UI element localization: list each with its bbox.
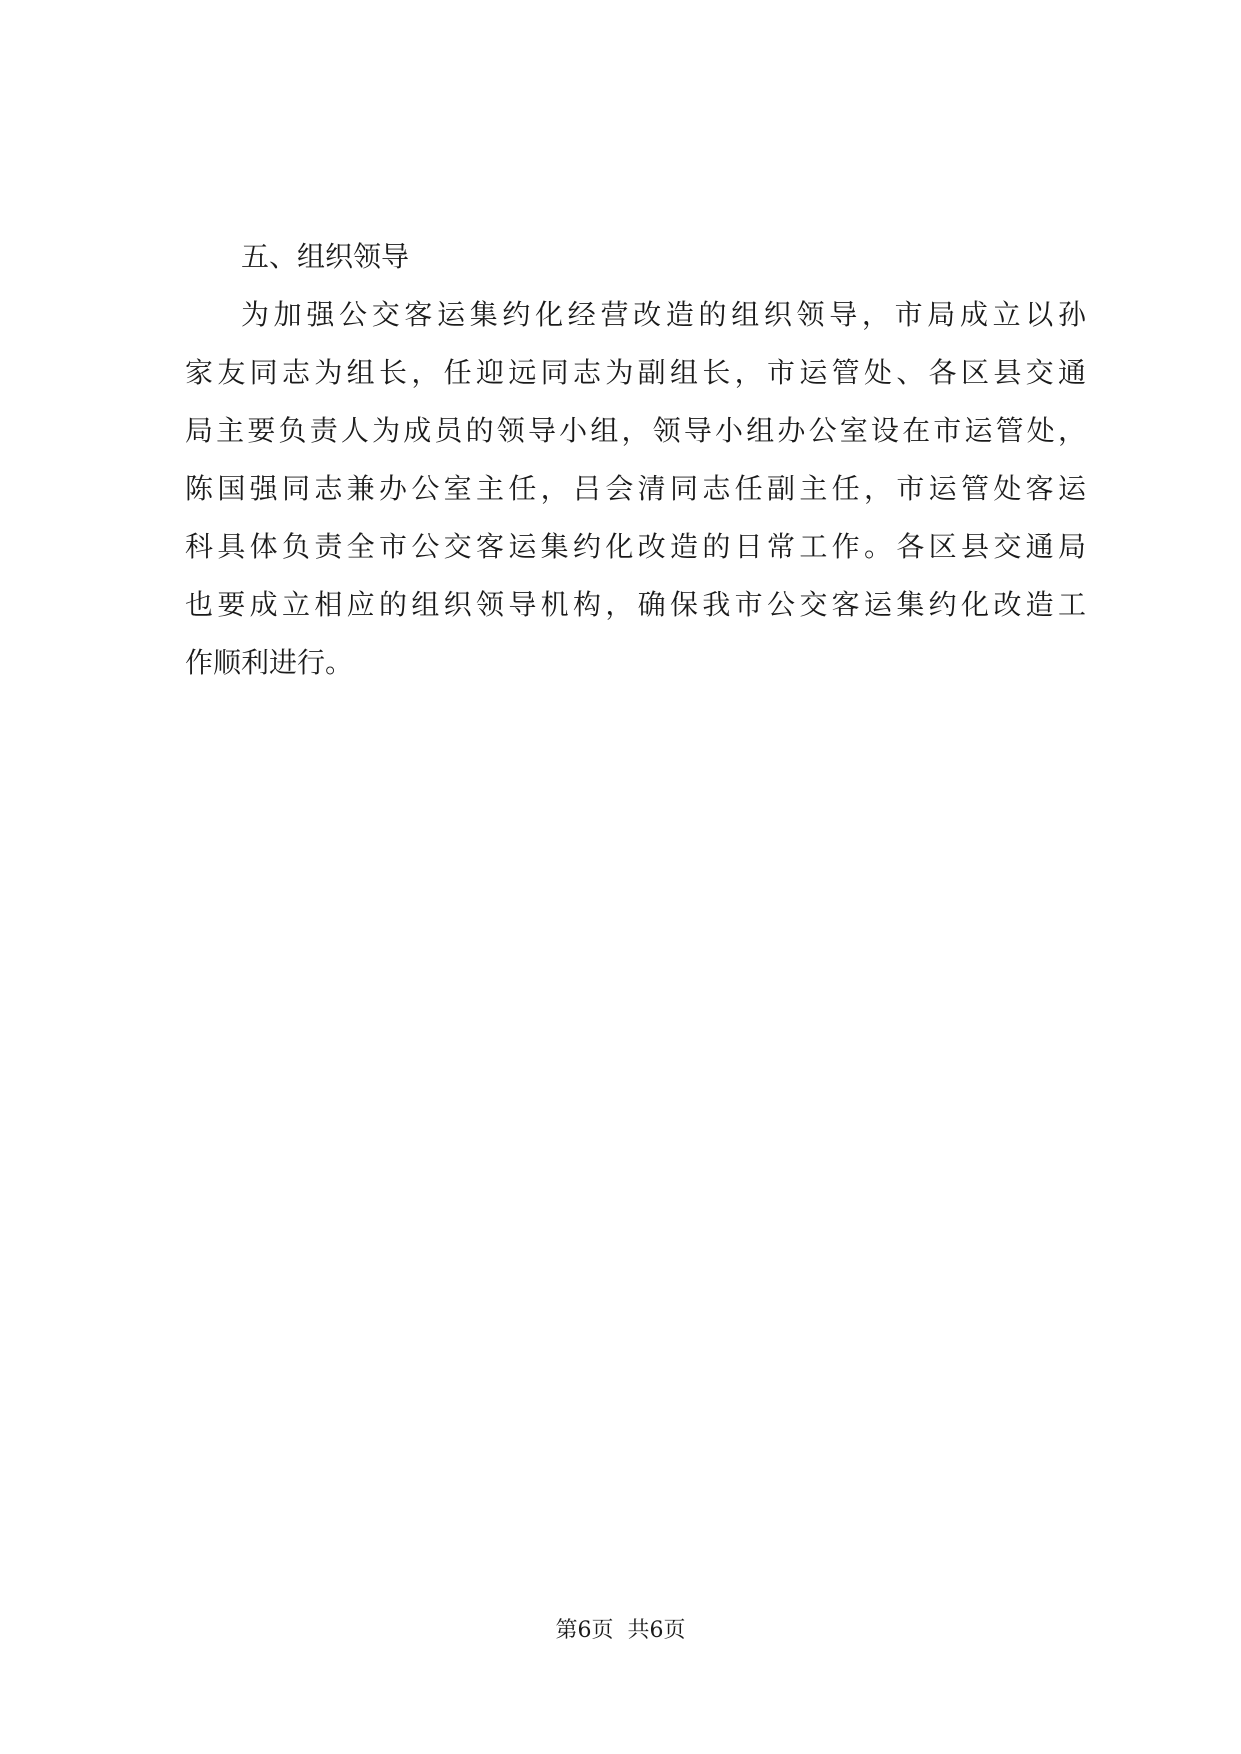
document-body: [185, 228, 1086, 692]
section-heading: 五、组织领导: [241, 240, 410, 273]
paragraph-line: 作顺利进行。: [185, 646, 354, 679]
page-number-total: 共6页: [627, 1618, 686, 1643]
page-number-current: 第6页: [555, 1618, 614, 1643]
paragraph-line: 科具体负责全市公交客运集约化改造的日常工作。各区县交通局: [185, 530, 1086, 563]
paragraph-line: 家友同志为组长，任迎远同志为副组长，市运管处、各区县交通: [185, 356, 1086, 389]
paragraph-line: 陈国强同志兼办公室主任，吕会清同志任副主任，市运管处客运: [185, 472, 1086, 505]
paragraph-line: 为加强公交客运集约化经营改造的组织领导，市局成立以孙: [241, 298, 1086, 331]
section-paragraph: [185, 286, 1086, 692]
paragraph-line: 局主要负责人为成员的领导小组，领导小组办公室设在市运管处，: [185, 414, 1086, 447]
page-footer: [0, 1616, 1241, 1646]
paragraph-line: 也要成立相应的组织领导机构，确保我市公交客运集约化改造工: [185, 588, 1086, 621]
